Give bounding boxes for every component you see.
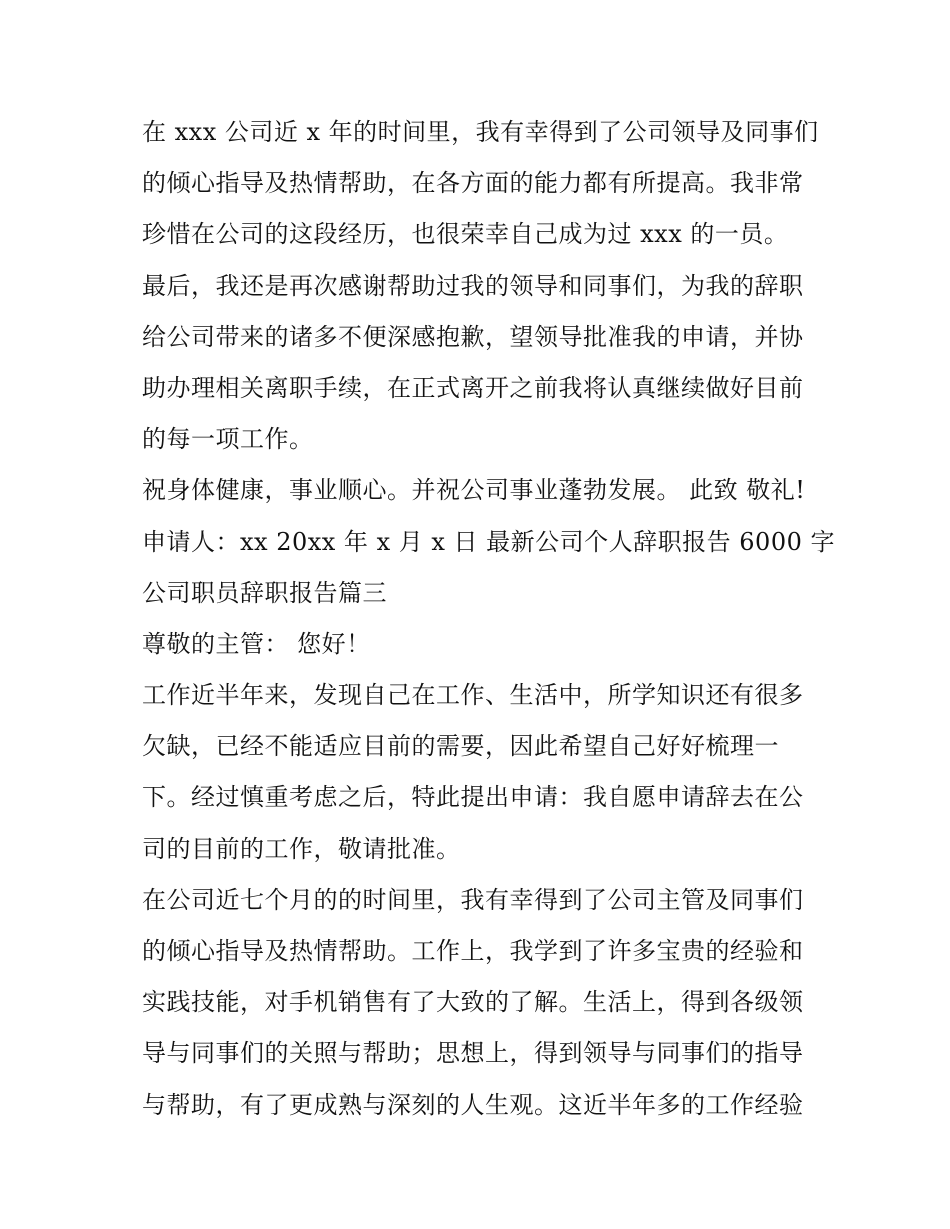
text-line: 的倾心指导及热情帮助。工作上，我学到了许多宝贵的经验和 [142,937,804,965]
text-line: 在 xxx 公司近 x 年的时间里，我有幸得到了公司领导及同事们 [142,118,819,146]
text-line: 与帮助，有了更成熟与深刻的人生观。这近半年多的工作经验 [142,1090,804,1119]
text-line: 给公司带来的诸多不便深感抱歉，望领导批准我的申请，并协 [142,322,804,351]
text-line: 下。经过慎重考虑之后，特此提出申请：我自愿申请辞去在公 [142,783,804,812]
text-line: 祝身体健康，事业顺心。并祝公司事业蓬勃发展。 此致 敬礼! [142,476,806,505]
text-line: 导与同事们的关照与帮助；思想上，得到领导与同事们的指导 [142,1039,804,1068]
text-line: 司的目前的工作，敬请批准。 [142,834,461,863]
salutation-line: 尊敬的主管： 您好！ [142,629,371,658]
text-line: 的每一项工作。 [142,425,314,454]
text-line: 珍惜在公司的这段经历，也很荣幸自己成为过 xxx 的一员。 [142,220,789,249]
section-heading: 公司职员辞职报告篇三 [142,578,387,607]
text-line: 工作近半年来，发现自己在工作、生活中，所学知识还有很多 [142,681,804,710]
text-line: 欠缺，已经不能适应目前的需要，因此希望自己好好梳理一 [142,732,779,761]
document-body [142,107,835,1131]
text-line: 最后，我还是再次感谢帮助过我的领导和同事们，为我的辞职 [142,271,804,300]
text-line: 的倾心指导及热情帮助，在各方面的能力都有所提高。我非常 [142,169,804,198]
text-line: 实践技能，对手机销售有了大致的了解。生活上，得到各级领 [142,988,804,1017]
text-line: 申请人：xx 20xx 年 x 月 x 日 最新公司个人辞职报告 6000 字 [142,527,835,556]
text-line: 在公司近七个月的的时间里，我有幸得到了公司主管及同事们 [142,885,804,914]
text-line: 助办理相关离职手续，在正式离开之前我将认真继续做好目前 [142,373,804,402]
